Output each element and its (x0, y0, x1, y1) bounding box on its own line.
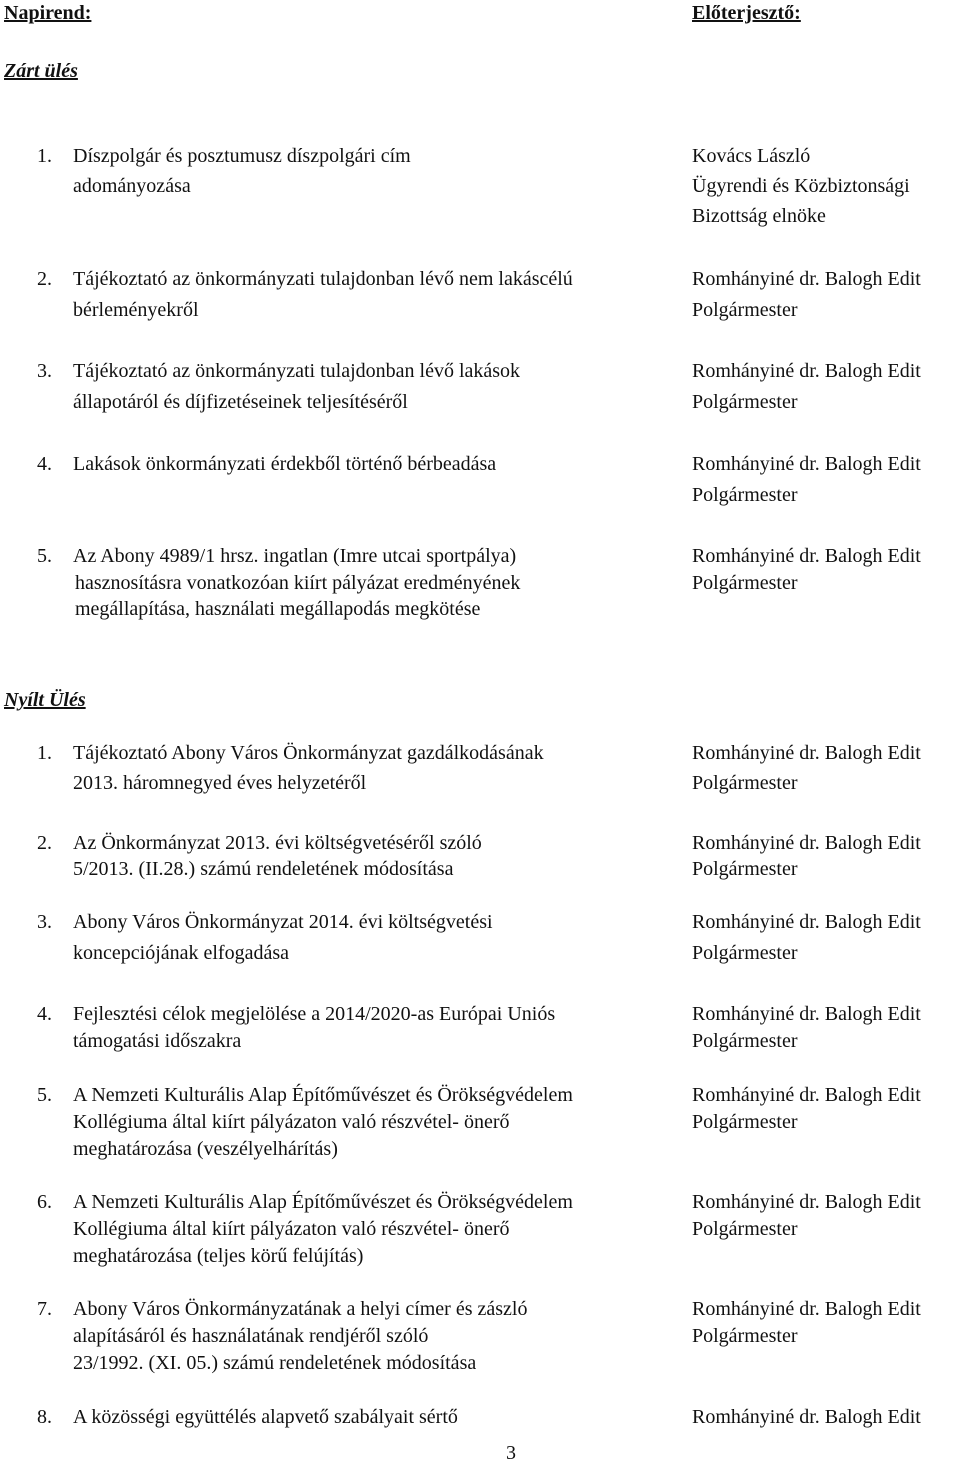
item-number: 4. (37, 1003, 52, 1025)
presenter-title: Polgármester (692, 484, 798, 506)
presenter-title: Polgármester (692, 1325, 798, 1347)
item-text: 23/1992. (XI. 05.) számú rendeletének módosítása (73, 1352, 477, 1374)
item-number: 2. (37, 832, 52, 854)
presenter-name: Romhányiné dr. Balogh Edit (692, 1084, 921, 1106)
item-text: Abony Város Önkormányzat 2014. évi költségvetési (73, 911, 493, 933)
item-text: megállapítása, használati megállapodás megkötése (75, 598, 481, 620)
presenter-title: Polgármester (692, 942, 798, 964)
item-text: meghatározása (teljes körű felújítás) (73, 1245, 364, 1267)
item-text: állapotáról és díjfizetéseinek teljesítéséről (73, 391, 408, 413)
page-number: 3 (506, 1442, 516, 1464)
item-text: Díszpolgár és posztumusz díszpolgári cím (73, 145, 411, 167)
presenter-name: Romhányiné dr. Balogh Edit (692, 1191, 921, 1213)
item-text: Abony Város Önkormányzatának a helyi címer és zászló (73, 1298, 528, 1320)
item-number: 6. (37, 1191, 52, 1213)
item-text: A közösségi együttélés alapvető szabályait sértő (73, 1406, 458, 1428)
presenter-title: Bizottság elnöke (692, 205, 826, 227)
presenter-name: Romhányiné dr. Balogh Edit (692, 1298, 921, 1320)
presenter-name: Romhányiné dr. Balogh Edit (692, 453, 921, 475)
presenter-title: Ügyrendi és Közbiztonsági (692, 175, 910, 197)
presenter-name: Romhányiné dr. Balogh Edit (692, 832, 921, 854)
item-number: 8. (37, 1406, 52, 1428)
item-number: 1. (37, 742, 52, 764)
presenter-title: Polgármester (692, 572, 798, 594)
item-text: 2013. háromnegyed éves helyzetéről (73, 772, 367, 794)
item-text: A Nemzeti Kulturális Alap Építőművészet és Örökségvédelem (73, 1191, 573, 1213)
item-text: alapításáról és használatának rendjéről szóló (73, 1325, 429, 1347)
item-text: koncepciójának elfogadása (73, 942, 290, 964)
item-text: Az Abony 4989/1 hrsz. ingatlan (Imre utcai sportpálya) (73, 545, 517, 567)
presenter-title: Polgármester (692, 299, 798, 321)
item-text: Fejlesztési célok megjelölése a 2014/2020-as Európai Uniós (73, 1003, 556, 1025)
item-text: bérleményekről (73, 299, 199, 321)
presenter-name: Romhányiné dr. Balogh Edit (692, 911, 921, 933)
item-number: 2. (37, 268, 52, 290)
item-number: 4. (37, 453, 52, 475)
item-text: adományozása (73, 175, 191, 197)
presenter-header: Előterjesztő: (692, 2, 801, 24)
item-text: Lakások önkormányzati érdekből történő bérbeadása (73, 453, 497, 475)
presenter-title: Polgármester (692, 1111, 798, 1133)
item-text: Tájékoztató az önkormányzati tulajdonban lévő nem lakáscélú (73, 268, 573, 290)
agenda-header: Napirend: (4, 2, 92, 24)
presenter-title: Polgármester (692, 1030, 798, 1052)
item-text: Az Önkormányzat 2013. évi költségvetéséről szóló (73, 832, 482, 854)
item-text: Kollégiuma által kiírt pályázaton való részvétel- önerő (73, 1111, 510, 1133)
item-text: 5/2013. (II.28.) számú rendeletének módosítása (73, 858, 454, 880)
item-text: hasznosításra vonatkozóan kiírt pályázat eredményének (75, 572, 521, 594)
item-number: 3. (37, 911, 52, 933)
item-number: 7. (37, 1298, 52, 1320)
presenter-name: Romhányiné dr. Balogh Edit (692, 1406, 921, 1428)
item-text: A Nemzeti Kulturális Alap Építőművészet és Örökségvédelem (73, 1084, 573, 1106)
closed-session-title: Zárt ülés (4, 60, 78, 82)
open-session-title: Nyílt Ülés (4, 689, 86, 711)
presenter-name: Romhányiné dr. Balogh Edit (692, 1003, 921, 1025)
item-text: Kollégiuma által kiírt pályázaton való részvétel- önerő (73, 1218, 510, 1240)
presenter-name: Romhányiné dr. Balogh Edit (692, 545, 921, 567)
presenter-name: Kovács László (692, 145, 811, 167)
item-text: meghatározása (veszélyelhárítás) (73, 1138, 338, 1160)
presenter-title: Polgármester (692, 391, 798, 413)
item-text: támogatási időszakra (73, 1030, 242, 1052)
presenter-name: Romhányiné dr. Balogh Edit (692, 268, 921, 290)
item-number: 3. (37, 360, 52, 382)
item-number: 5. (37, 1084, 52, 1106)
presenter-name: Romhányiné dr. Balogh Edit (692, 360, 921, 382)
item-text: Tájékoztató Abony Város Önkormányzat gazdálkodásának (73, 742, 544, 764)
item-number: 5. (37, 545, 52, 567)
item-text: Tájékoztató az önkormányzati tulajdonban lévő lakások (73, 360, 521, 382)
presenter-title: Polgármester (692, 1218, 798, 1240)
presenter-title: Polgármester (692, 772, 798, 794)
presenter-name: Romhányiné dr. Balogh Edit (692, 742, 921, 764)
presenter-title: Polgármester (692, 858, 798, 880)
item-number: 1. (37, 145, 52, 167)
